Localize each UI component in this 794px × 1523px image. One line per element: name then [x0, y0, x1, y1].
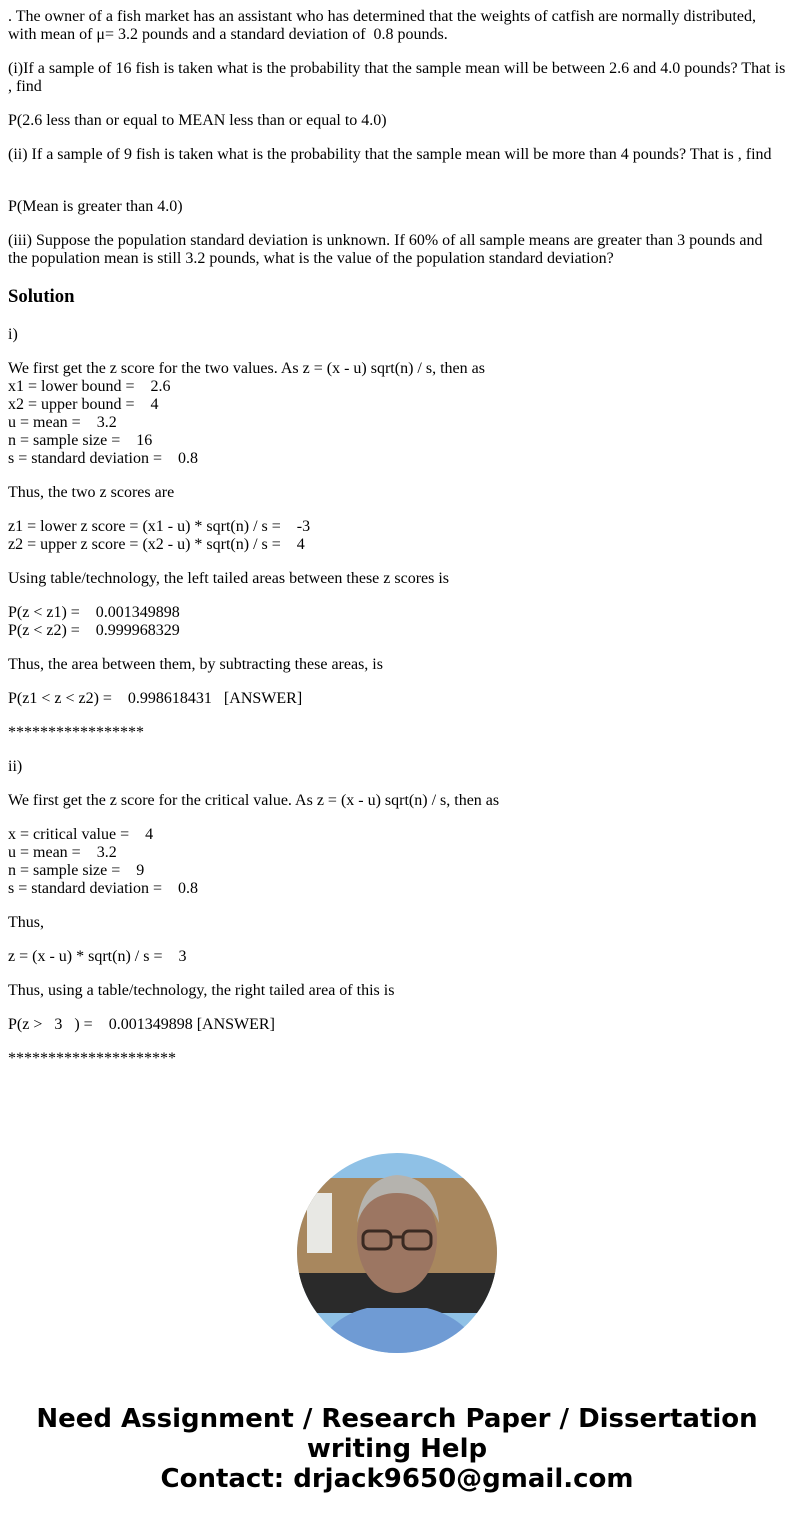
part-ii-answer: P(z > 3 ) = 0.001349898 [ANSWER] [8, 1016, 275, 1033]
question-part-3: (iii) Suppose the population standard deviation is unknown. If 60% of all sample means are greater than 3 pounds and the population mean is still 3.2 pounds, what is the value of the population standard deviation? [8, 232, 763, 267]
contact-banner [0, 1404, 794, 1494]
part-i-separator: ***************** [8, 724, 144, 741]
part-ii-givens: x = critical value = 4 u = mean = 3.2 n = sample size = 9 s = standard deviation = 0.8 [8, 826, 199, 897]
part-i-subtract: Thus, the area between them, by subtracting these areas, is [8, 656, 383, 673]
question-part-1-expression: P(2.6 less than or equal to MEAN less than or equal to 4.0) [8, 112, 387, 129]
part-ii-z: z = (x - u) * sqrt(n) / s = 3 [8, 948, 187, 965]
part-i-answer: P(z1 < z < z2) = 0.998618431 [ANSWER] [8, 690, 303, 707]
part-ii-using: Thus, using a table/technology, the right tailed area of this is [8, 982, 395, 999]
banner-line-2: writing Help [306, 1434, 488, 1464]
part-i-thus: Thus, the two z scores are [8, 484, 175, 501]
part-ii-thus: Thus, [8, 914, 44, 931]
solution-heading: Solution [8, 286, 75, 307]
part-i-areas: P(z < z1) = 0.001349898 P(z < z2) = 0.999968329 [8, 604, 180, 639]
question-part-1: (i)If a sample of 16 fish is taken what is the probability that the sample mean will be between 2.6 and 4.0 pounds? That is , find [8, 60, 786, 95]
question-part-2-expression: P(Mean is greater than 4.0) [8, 198, 183, 215]
part-ii-separator: ********************* [8, 1050, 176, 1067]
part-i-label: i) [8, 326, 18, 343]
question-intro: . The owner of a fish market has an assistant who has determined that the weights of catfish are normally distributed, with mean of μ= 3.2 pounds and a standard deviation of 0.8 pounds. [8, 8, 756, 43]
part-ii-intro: We first get the z score for the critical value. As z = (x - u) sqrt(n) / s, then as [8, 792, 500, 809]
author-photo [297, 1153, 497, 1353]
part-i-using: Using table/technology, the left tailed areas between these z scores is [8, 570, 450, 587]
part-i-givens: We first get the z score for the two values. As z = (x - u) sqrt(n) / s, then as x1 = lower bound = 2.6 x2 = upper bound = 4 u = mean = 3.2 n = sample size = 16 s = standard deviation = 0.8 [8, 360, 485, 467]
banner-contact-email: Contact: drjack9650@gmail.com [160, 1464, 634, 1494]
author-avatar [297, 1153, 497, 1353]
part-ii-label: ii) [8, 758, 23, 775]
question-part-2: (ii) If a sample of 9 fish is taken what is the probability that the sample mean will be more than 4 pounds? That is , find [8, 146, 772, 163]
banner-line-1: Need Assignment / Research Paper / Dissertation [36, 1404, 758, 1434]
part-i-zscores: z1 = lower z score = (x1 - u) * sqrt(n) / s = -3 z2 = upper z score = (x2 - u) * sqrt(n) / s = 4 [8, 518, 311, 553]
